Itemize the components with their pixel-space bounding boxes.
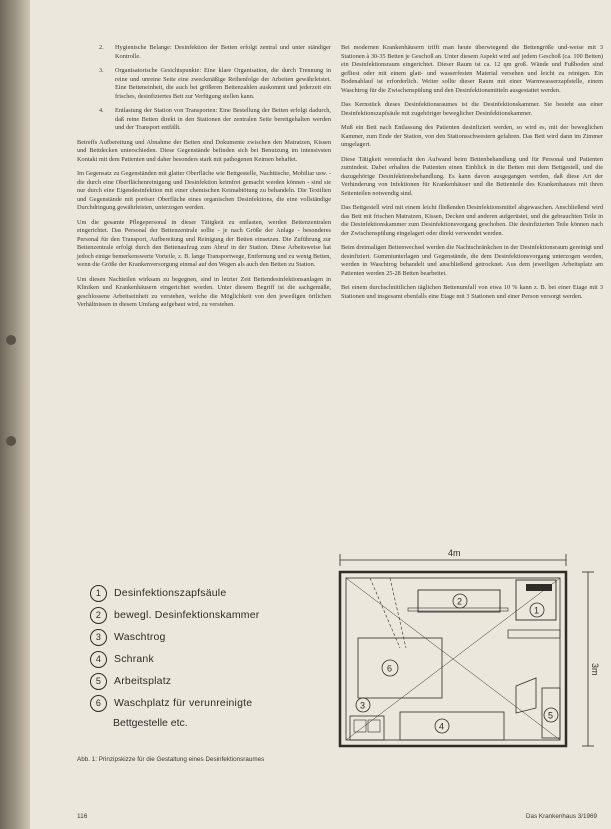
marker-label: 5 xyxy=(548,710,554,721)
legend-item xyxy=(90,582,330,604)
paragraph: Um die gesamte Pflegepersonal in dieser Tätigkeit zu entlasten, werden Bettenzentralen eingerichtet. Das Personal der Bettenzentrale sollte - je nach Größe der Anlage - besonderes Personal für den Transport, Aufbereitung und Reinigung der Betten einsetzen. Die Zuführung zur Bettenzentrale erfolgt durch den Bettenaufzug zum Abruf in der Station. Diese Arbeitsweise hat jedoch einige bemerkenswerte Vorteile, z. B. lange Transportwege, Entfernung und zu wenig Betten, wenn die Größe der Krankenversorgung einmal auf den Wegen als auch den Betten zu Station. xyxy=(77,218,331,268)
legend-label: Desinfektionszapfsäule xyxy=(114,587,227,599)
punch-hole xyxy=(6,335,16,345)
list-text: Hygienische Belange: Desinfektion der Betten erfolgt zentral und unter ständiger Kontrolle. xyxy=(115,44,331,60)
legend-number: 3 xyxy=(90,629,107,646)
paragraph: Bei modernen Krankenhäusern trifft man heute überwiegend die Bettengröße und-weise mit 3 Stationen à 30-35 Betten je Geschoß an. Unter diesem Aspekt wird auf jedem Geschoß (ca. 100 Betten) ein Desinfektionsraum eingerichtet. Dieser Raum ist ca. 12 qm groß. Wände und Fußboden sind gefliest oder mit einem glatt- und wasserfesten Material versehen und leicht zu reinigen. Ein Bodenablauf ist erforderlich. Weiter sollte dieser Raum mit einer Warmwasserzapfstelle, einem Waschtrog für die Zwischenspülung und den Desinfektionsmitteln ausgestattet werden. xyxy=(341,44,603,94)
legend-number: 2 xyxy=(90,607,107,624)
marker-2 xyxy=(453,594,467,608)
washplace-box xyxy=(358,638,442,698)
document-page xyxy=(30,0,611,829)
legend-number: 5 xyxy=(90,673,107,690)
paragraph: Bei einem durchschnittlichen täglichen Bettenumfall von etwa 10 % kann z. B. bei einer Etage mit 3 Stationen und insgesamt ebenfalls eine Etage mit 3 Stationen und einer Person versorgt werden. xyxy=(341,284,603,300)
legend-item xyxy=(90,648,330,670)
paragraph: Beim dreimaligen Bettenwechsel werden die Nachtschränkchen in der Desinfektionsraum gereinigt und desinfiziert. Gummiunterlagen und Gegenstände, die dem Desinfektionsvorgang unterzogen werden, werden in Waschtrog behandelt und anschließend getrocknet. Aus dem jeweiligen Arbeitsplatz am Patienten werden 25-28 Betten bearbeitet. xyxy=(341,244,603,277)
list-number: 2. xyxy=(99,44,104,51)
paragraph: Das Kernstück dieses Desinfektionsraumes ist die Desinfektionskammer. Sie besteht aus einer Desinfektionszapfsäule mit zugehöriger beweglicher Desinfektionskammer. xyxy=(341,101,603,117)
marker-4 xyxy=(435,719,449,733)
list-text: Organisatorische Gesichtspunkte: Eine klare Organisation, die durch Trennung in reine und unreine Seite eine zweckmäßige Reihenfolge der Arbeiten gewährleistet. Eine Betteneinheit, die auch bei größeren Bettenzahlen auskommt und jederzeit ein frisches, desinfiziertes Bett zur Verfügung stellen kann. xyxy=(115,67,331,100)
wall-strip xyxy=(508,630,560,638)
list-text: Entlastung der Station von Transporten: Eine Bestellung der Betten erfolgt dadurch, daß reine Betten direkt in den Stationen der zentralen Seite bereitgehalten werden und der Transport entfällt. xyxy=(115,107,331,131)
paragraph: Diese Tätigkeit vereinfacht den Aufwand beim Bettenbehandlung und für Personal und Patienten zumindest. Dabei erhalten die Patienten einen Einblick in die Betten mit dem Bettgestell, und die dazugehörige Desinfektionsbehandlung. Es kann davon ausgegangen werden, daß diese Art der Verhinderung von Infektionen für Krankenhäuser und die Bettenteile des Krankenhauses mit ihren Seitenteilen notwendig sind. xyxy=(341,155,603,197)
marker-5 xyxy=(544,708,558,722)
door-leaf xyxy=(516,678,536,713)
paragraph: Das Bettgestell wird mit einem leicht fließenden Desinfektionsmittel abgewaschen. Anschließend wird das Bett mit frischen Matratzen, Kissen, Decken und anderen aufgerüstet, und die gebrauchten Teile in die Desinfektionskammer zum Desinfektionsvorgang geschoben. Die desinfizierten Teile können nach der Zwischenspülung eingelagert oder direkt verwendet werden. xyxy=(341,204,603,237)
cabinet-box xyxy=(400,712,504,740)
legend-label: bewegl. Desinfektionskammer xyxy=(114,609,260,621)
marker-3 xyxy=(356,698,370,712)
paragraph: Im Gegensatz zu Gegenständen mit glatter Oberfläche wie Bettgestelle, Nachttische, Mobiliar usw. - die durch eine Oberflächenreinigung und Desinfektion keimfrei gemacht werden können - sind sie nur durch eine Eigendesinfektion mit einer chemischen Keimabtötung zu behandeln. Die Textilien und Gegenstände mit poröser Oberfläche eines organischen Desinfektions, die eine vollständige Durchdringung gewährleisten, unterzogen werden. xyxy=(77,170,331,211)
page-number: 116 xyxy=(77,813,88,820)
marker-label: 6 xyxy=(387,663,393,674)
figure-legend xyxy=(90,582,330,729)
legend-label: Waschtrog xyxy=(114,631,166,643)
list-item xyxy=(77,107,331,133)
list-number: 4. xyxy=(99,107,104,114)
trough-box xyxy=(350,716,384,740)
legend-item xyxy=(90,604,330,626)
legend-item xyxy=(90,692,330,714)
chamber-rail xyxy=(408,608,508,611)
punch-hole xyxy=(6,436,16,446)
floor-plan-diagram xyxy=(330,538,606,748)
legend-number: 1 xyxy=(90,585,107,602)
legend-label: Schrank xyxy=(114,653,154,665)
marker-1 xyxy=(530,603,544,617)
column-hatch xyxy=(526,584,552,591)
height-dimension xyxy=(582,572,594,746)
legend-number: 6 xyxy=(90,695,107,712)
door-swing xyxy=(370,578,406,648)
legend-number: 4 xyxy=(90,651,107,668)
marker-label: 1 xyxy=(534,605,540,616)
figure-caption: Abb. 1: Prinzipskizze für die Gestaltung eines Desinfektionsraumes xyxy=(77,756,265,763)
paragraph: Muß ein Bett nach Entlassung des Patienten desinfiziert werden, so wird es, mit der beweglichen Kammer, zum Ende der Station, von den Stationsschwestern gefahren. Das Bett wird dann im Zimmer umgelagert. xyxy=(341,124,603,148)
list-number: 3. xyxy=(99,67,104,74)
legend-item xyxy=(90,670,330,692)
marker-label: 3 xyxy=(360,700,366,711)
marker-6 xyxy=(382,660,398,676)
left-column xyxy=(77,44,331,316)
list-item xyxy=(77,67,331,101)
marker-label: 4 xyxy=(439,721,445,732)
binding-spine xyxy=(0,0,30,829)
legend-continuation: Bettgestelle etc. xyxy=(113,717,188,729)
list-item xyxy=(77,44,331,61)
right-column xyxy=(341,44,603,307)
marker-label: 2 xyxy=(457,596,463,607)
width-label: 4m xyxy=(448,548,461,558)
height-label: 3m xyxy=(590,663,600,676)
legend-label: Waschplatz für verunreinigte xyxy=(114,697,253,709)
legend-label: Arbeitsplatz xyxy=(114,675,172,687)
paragraph: Betreffs Aufbereitung und Abnahme der Betten sind Dokumente zwischen den Matratzen, Kissen und Bettdecken unterschieden. Diese Gegenstände befinden sich bei Benutzung im intensivsten Kontakt mit dem Patienten und daher besonders stark mit pathogenen Keimen behaftet. xyxy=(77,138,331,163)
legend-item xyxy=(90,626,330,648)
paragraph: Um diesen Nachteilen wirksam zu begegnen, sind in letzter Zeit Bettendesinfektionsanlagen in Kliniken und Krankenhäusern eingerichtet worden. Unter diesem Begriff ist die sachgemäße, geschlossene Arbeitseinheit zu verstehen, welche die Möglichkeit von den jeweiligen örtlichen Verhältnissen in diesem Umfang aufgebaut wird, zu verstehen. xyxy=(77,275,331,308)
journal-footer: Das Krankenhaus 3/1969 xyxy=(525,813,597,820)
